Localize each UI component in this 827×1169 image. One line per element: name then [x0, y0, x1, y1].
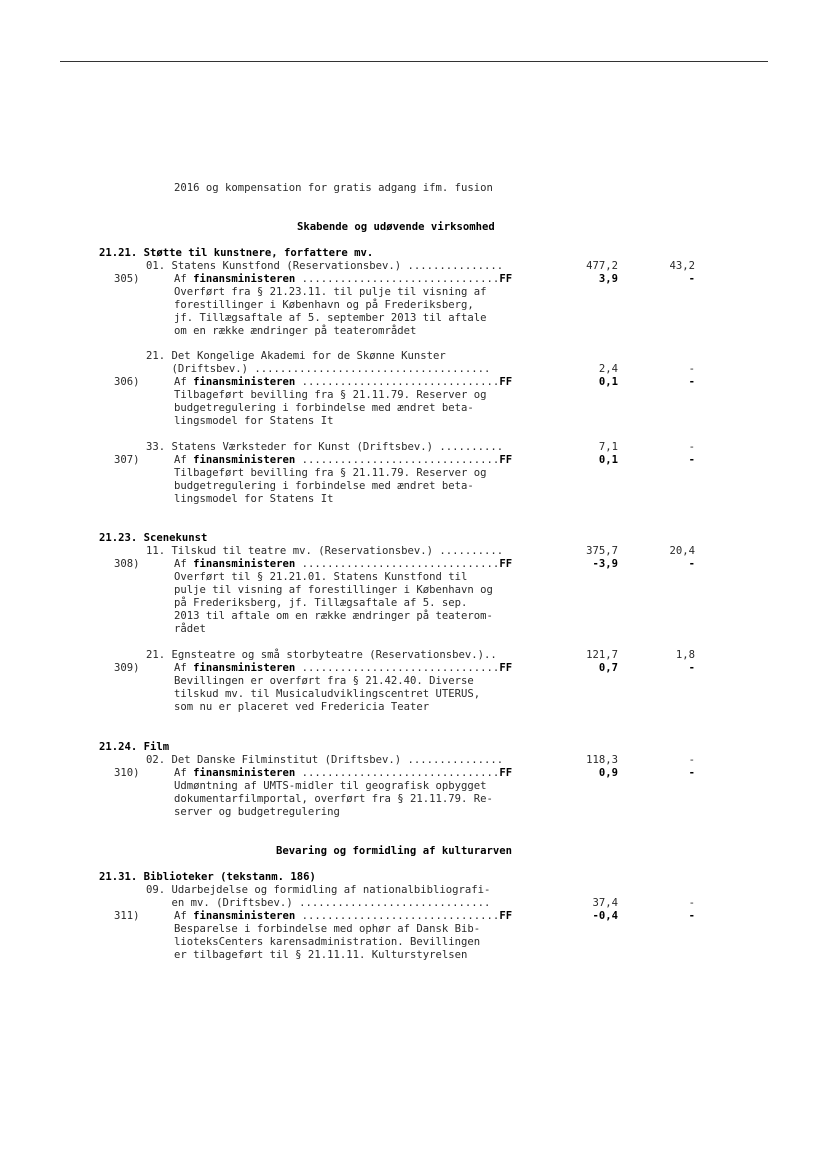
fm-label: finansministeren [193, 454, 296, 466]
value-col1: 375,7 [586, 545, 618, 557]
section-heading-2: Bevaring og formidling af kulturarven [276, 845, 512, 857]
desc-line: forestillinger i København og på Frederiksberg, [174, 299, 474, 311]
desc-line: Tilbageført bevilling fra § 21.11.79. Reserver og [174, 389, 487, 401]
desc-line: på Frederiksberg, jf. Tillægsaftale af 5. sep. [174, 597, 468, 609]
desc-line: pulje til visning af forestillinger i København og [174, 584, 493, 596]
item-title: 02. Det Danske Filminstitut (Driftsbev.) ............... [146, 754, 504, 766]
fm-value-col2: - [688, 376, 695, 388]
fm-line: Af finansministeren ...............................FF [174, 910, 513, 922]
desc-line: Overført fra § 21.23.11. til pulje til visning af [174, 286, 487, 298]
desc-line: Tilbageført bevilling fra § 21.11.79. Reserver og [174, 467, 487, 479]
fm-line: Af finansministeren ...............................FF [174, 273, 513, 285]
section-heading-1: Skabende og udøvende virksomhed [297, 221, 495, 233]
fm-value-col2: - [688, 910, 695, 922]
desc-line: server og budgetregulering [174, 806, 340, 818]
desc-line: er tilbageført til § 21.11.11. Kulturstyrelsen [174, 949, 468, 961]
desc-line: budgetregulering i forbindelse med ændret beta- [174, 402, 474, 414]
fm-value-col1: 3,9 [598, 273, 618, 285]
item-ref: 307) [114, 454, 140, 466]
item-title: 21. Egnsteatre og små storbyteatre (Reservationsbev.).. [146, 649, 497, 661]
desc-line: Udmøntning af UMTS-midler til geografisk opbygget [174, 780, 487, 792]
desc-line: Overført til § 21.21.01. Statens Kunstfond til [174, 571, 468, 583]
fm-line: Af finansministeren ...............................FF [174, 767, 513, 779]
fm-value-col1: 0,9 [598, 767, 618, 779]
fm-line: Af finansministeren ...............................FF [174, 558, 513, 570]
value-col1: 121,7 [586, 649, 618, 661]
fm-label: finansministeren [193, 662, 296, 674]
value-col1: 477,2 [586, 260, 618, 272]
fm-value-col2: - [688, 273, 695, 285]
fm-label: finansministeren [193, 376, 296, 388]
value-col1: 118,3 [586, 754, 618, 766]
group-heading-2123: 21.23. Scenekunst [99, 532, 208, 544]
group-heading-2131: 21.31. Biblioteker (tekstanm. 186) [99, 871, 316, 883]
fm-value-col1: 0,1 [598, 454, 618, 466]
item-title: 21. Det Kongelige Akademi for de Skønne Kunster [146, 350, 446, 362]
fm-value-col1: 0,7 [598, 662, 618, 674]
desc-line: dokumentarfilmportal, overført fra § 21.11.79. Re- [174, 793, 493, 805]
fm-value-col2: - [688, 767, 695, 779]
header-rule [60, 61, 768, 62]
value-col2: 20,4 [669, 545, 695, 557]
fm-label: finansministeren [193, 273, 296, 285]
item-title: (Driftsbev.) ..................................... [146, 363, 491, 375]
intro-line: 2016 og kompensation for gratis adgang ifm. fusion [174, 182, 493, 194]
item-title: 11. Tilskud til teatre mv. (Reservationsbev.) .......... [146, 545, 504, 557]
fm-value-col1: -0,4 [592, 910, 618, 922]
fm-value-col1: 0,1 [598, 376, 618, 388]
desc-line: lingsmodel for Statens It [174, 415, 334, 427]
fm-value-col2: - [688, 454, 695, 466]
fm-label: finansministeren [193, 767, 296, 779]
fm-label: finansministeren [193, 910, 296, 922]
desc-line: om en række ændringer på teaterområdet [174, 325, 417, 337]
fm-value-col2: - [688, 662, 695, 674]
fm-value-col1: -3,9 [592, 558, 618, 570]
desc-line: 2013 til aftale om en række ændringer på teaterom- [174, 610, 493, 622]
item-title: 33. Statens Værksteder for Kunst (Driftsbev.) .......... [146, 441, 504, 453]
value-col2: - [688, 441, 695, 453]
value-col2: 43,2 [669, 260, 695, 272]
group-heading-2121: 21.21. Støtte til kunstnere, forfattere mv. [99, 247, 374, 259]
desc-line: som nu er placeret ved Fredericia Teater [174, 701, 430, 713]
fm-line: Af finansministeren ...............................FF [174, 454, 513, 466]
desc-line: lioteksCenters karensadministration. Bevillingen [174, 936, 481, 948]
desc-line: budgetregulering i forbindelse med ændret beta- [174, 480, 474, 492]
group-heading-2124: 21.24. Film [99, 741, 170, 753]
value-col2: - [688, 754, 695, 766]
item-ref: 306) [114, 376, 140, 388]
item-ref: 309) [114, 662, 140, 674]
value-col1: 2,4 [598, 363, 618, 375]
item-title: 09. Udarbejdelse og formidling af nationalbibliografi- [146, 884, 491, 896]
desc-line: Bevillingen er overført fra § 21.42.40. Diverse [174, 675, 474, 687]
value-col1: 37,4 [592, 897, 618, 909]
desc-line: jf. Tillægsaftale af 5. september 2013 til aftale [174, 312, 487, 324]
desc-line: rådet [174, 623, 206, 635]
item-ref: 310) [114, 767, 140, 779]
fm-value-col2: - [688, 558, 695, 570]
item-ref: 308) [114, 558, 140, 570]
value-col1: 7,1 [598, 441, 618, 453]
item-ref: 305) [114, 273, 140, 285]
desc-line: tilskud mv. til Musicaludviklingscentret UTERUS, [174, 688, 481, 700]
fm-line: Af finansministeren ...............................FF [174, 662, 513, 674]
desc-line: Besparelse i forbindelse med ophør af Dansk Bib- [174, 923, 481, 935]
item-title: en mv. (Driftsbev.) .............................. [146, 897, 491, 909]
fm-line: Af finansministeren ...............................FF [174, 376, 513, 388]
desc-line: lingsmodel for Statens It [174, 493, 334, 505]
value-col2: - [688, 897, 695, 909]
item-ref: 311) [114, 910, 140, 922]
fm-label: finansministeren [193, 558, 296, 570]
value-col2: - [688, 363, 695, 375]
value-col2: 1,8 [675, 649, 695, 661]
item-title: 01. Statens Kunstfond (Reservationsbev.) ............... [146, 260, 504, 272]
